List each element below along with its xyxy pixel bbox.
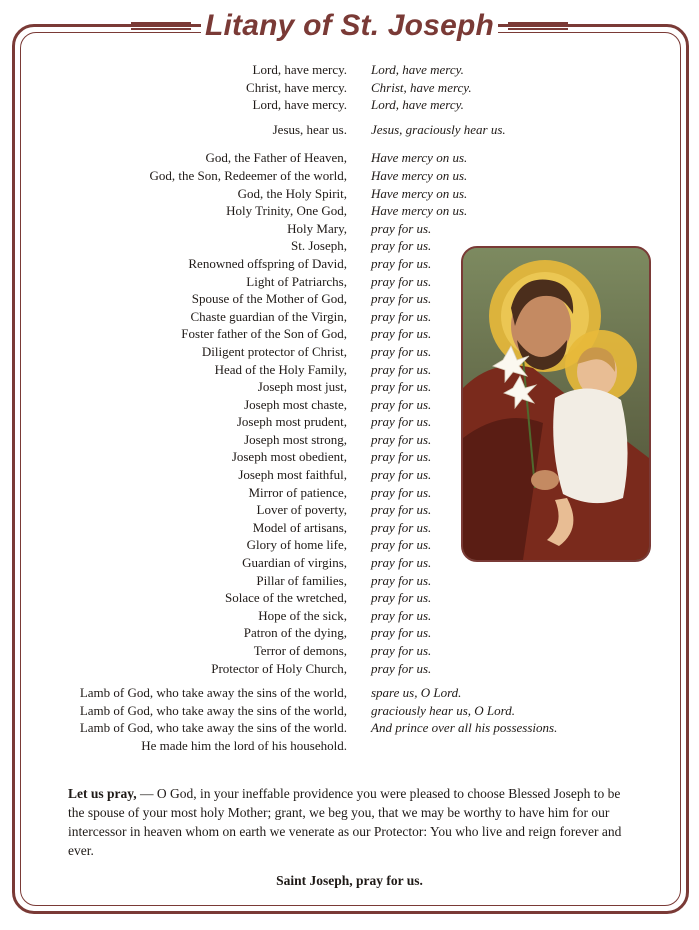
title-rule-left <box>131 22 191 30</box>
painting-svg <box>463 248 649 560</box>
invocation: Lamb of God, who take away the sins of the world. <box>79 720 347 736</box>
litany-row <box>40 737 600 755</box>
invocation: Lamb of God, who take away the sins of the world, <box>79 685 347 701</box>
response: pray for us. <box>371 607 432 623</box>
response: Have mercy on us. <box>371 203 468 219</box>
invocation: Pillar of families, <box>256 572 347 588</box>
response: Lord, have mercy. <box>371 62 464 77</box>
invocation: Jesus, hear us. <box>272 121 347 137</box>
page-title: Litany of St. Joseph <box>201 9 498 43</box>
prayer-text: — O God, in your ineffable providence you were pleased to choose Blessed Joseph to be the spouse of your most holy Mother; grant, we beg you, that we may be worthy to have him for our intercessor in heaven whom on earth we venerate as our Protector: You who live and reign forever and ever. <box>68 786 622 858</box>
response: And prince over all his possessions. <box>371 720 558 736</box>
response: pray for us. <box>371 379 432 395</box>
invocation: Holy Mary, <box>287 220 347 236</box>
response: Have mercy on us. <box>371 185 468 201</box>
invocation: Joseph most chaste, <box>244 396 347 412</box>
closing-prayer <box>68 784 633 860</box>
invocation: Joseph most just, <box>257 379 347 395</box>
invocation: Joseph most prudent, <box>236 414 347 430</box>
closing-line: Saint Joseph, pray for us. <box>276 873 423 888</box>
invocation: Mirror of patience, <box>248 484 347 500</box>
group-spacer <box>40 114 600 121</box>
litany-row <box>40 607 600 625</box>
response: pray for us. <box>371 484 432 500</box>
invocation: Model of artisans, <box>252 519 347 535</box>
invocation: Joseph most strong, <box>244 431 347 447</box>
invocation: Lord, have mercy. <box>252 97 347 113</box>
st-joseph-with-child-painting-icon <box>461 246 651 562</box>
litany-row <box>40 719 600 737</box>
invocation: Lamb of God, who take away the sins of the world, <box>79 702 347 718</box>
invocation: Christ, have mercy. <box>246 79 347 95</box>
response: Have mercy on us. <box>371 167 468 183</box>
litany-row <box>40 624 600 642</box>
response: Jesus, graciously hear us. <box>371 121 506 137</box>
litany-row <box>40 660 600 678</box>
response: pray for us. <box>371 519 432 535</box>
invocation: Solace of the wretched, <box>224 590 347 606</box>
invocation: God, the Holy Spirit, <box>237 185 347 201</box>
litany-row <box>40 572 600 590</box>
litany-row <box>40 61 600 79</box>
title-bar <box>0 8 699 44</box>
response: pray for us. <box>371 590 432 606</box>
litany-row <box>40 149 600 167</box>
litany-row <box>40 79 600 97</box>
response: Lord, have mercy. <box>371 97 464 113</box>
invocation: God, the Father of Heaven, <box>205 150 347 166</box>
litany-row <box>40 167 600 185</box>
litany-row <box>40 702 600 720</box>
invocation: Light of Patriarchs, <box>246 273 347 289</box>
response: pray for us. <box>371 555 432 571</box>
invocation: God, the Son, Redeemer of the world, <box>149 167 347 183</box>
response: pray for us. <box>371 660 432 676</box>
litany-row <box>40 684 600 702</box>
invocation: He made him the lord of his household. <box>141 737 347 753</box>
litany-row <box>40 96 600 114</box>
invocation: Foster father of the Son of God, <box>181 326 347 342</box>
response: Have mercy on us. <box>371 150 468 166</box>
invocation: Terror of demons, <box>253 643 347 658</box>
litany-row <box>40 220 600 238</box>
title-rule-right <box>508 22 568 30</box>
response: pray for us. <box>371 414 432 430</box>
invocation: Joseph most faithful, <box>238 467 347 483</box>
response: pray for us. <box>371 431 432 447</box>
response: pray for us. <box>371 361 432 377</box>
invocation: Chaste guardian of the Virgin, <box>190 308 347 324</box>
invocation: Spouse of the Mother of God, <box>191 291 347 307</box>
invocation: Glory of home life, <box>246 537 347 553</box>
response: pray for us. <box>371 537 432 553</box>
response: pray for us. <box>371 220 432 236</box>
response: pray for us. <box>371 502 432 518</box>
invocation: Holy Trinity, One God, <box>226 203 347 219</box>
invocation: Renowned offspring of David, <box>188 255 347 271</box>
invocation: Joseph most obedient, <box>231 449 347 465</box>
invocation: Hope of the sick, <box>258 607 347 623</box>
response: pray for us. <box>371 625 432 641</box>
response: pray for us. <box>371 572 432 588</box>
response: pray for us. <box>371 467 432 483</box>
invocation: Protector of Holy Church, <box>211 660 347 676</box>
response: graciously hear us, O Lord. <box>371 702 515 718</box>
litany-row <box>40 642 600 660</box>
group-spacer <box>40 138 600 149</box>
response: pray for us. <box>371 238 432 254</box>
response: Christ, have mercy. <box>371 79 472 95</box>
litany-row <box>40 589 600 607</box>
response: pray for us. <box>371 396 432 412</box>
response: pray for us. <box>371 308 432 324</box>
invocation: Diligent protector of Christ, <box>201 343 347 359</box>
invocation: St. Joseph, <box>291 238 347 254</box>
prayer-lead: Let us pray, <box>68 786 137 801</box>
invocation: Head of the Holy Family, <box>214 361 347 377</box>
response: pray for us. <box>371 326 432 342</box>
response: pray for us. <box>371 343 432 359</box>
response: spare us, O Lord. <box>371 685 462 701</box>
litany-row <box>40 202 600 220</box>
invocation: Guardian of virgins, <box>242 555 347 571</box>
response: pray for us. <box>371 273 432 289</box>
response: pray for us. <box>371 255 432 271</box>
group-spacer <box>40 677 600 684</box>
invocation: Lord, have mercy. <box>252 62 347 77</box>
invocation: Lover of poverty, <box>256 502 347 518</box>
response: pray for us. <box>371 449 432 465</box>
response: pray for us. <box>371 291 432 307</box>
response: pray for us. <box>371 643 432 658</box>
invocation: Patron of the dying, <box>243 625 347 641</box>
litany-row <box>40 185 600 203</box>
litany-row <box>40 121 600 139</box>
